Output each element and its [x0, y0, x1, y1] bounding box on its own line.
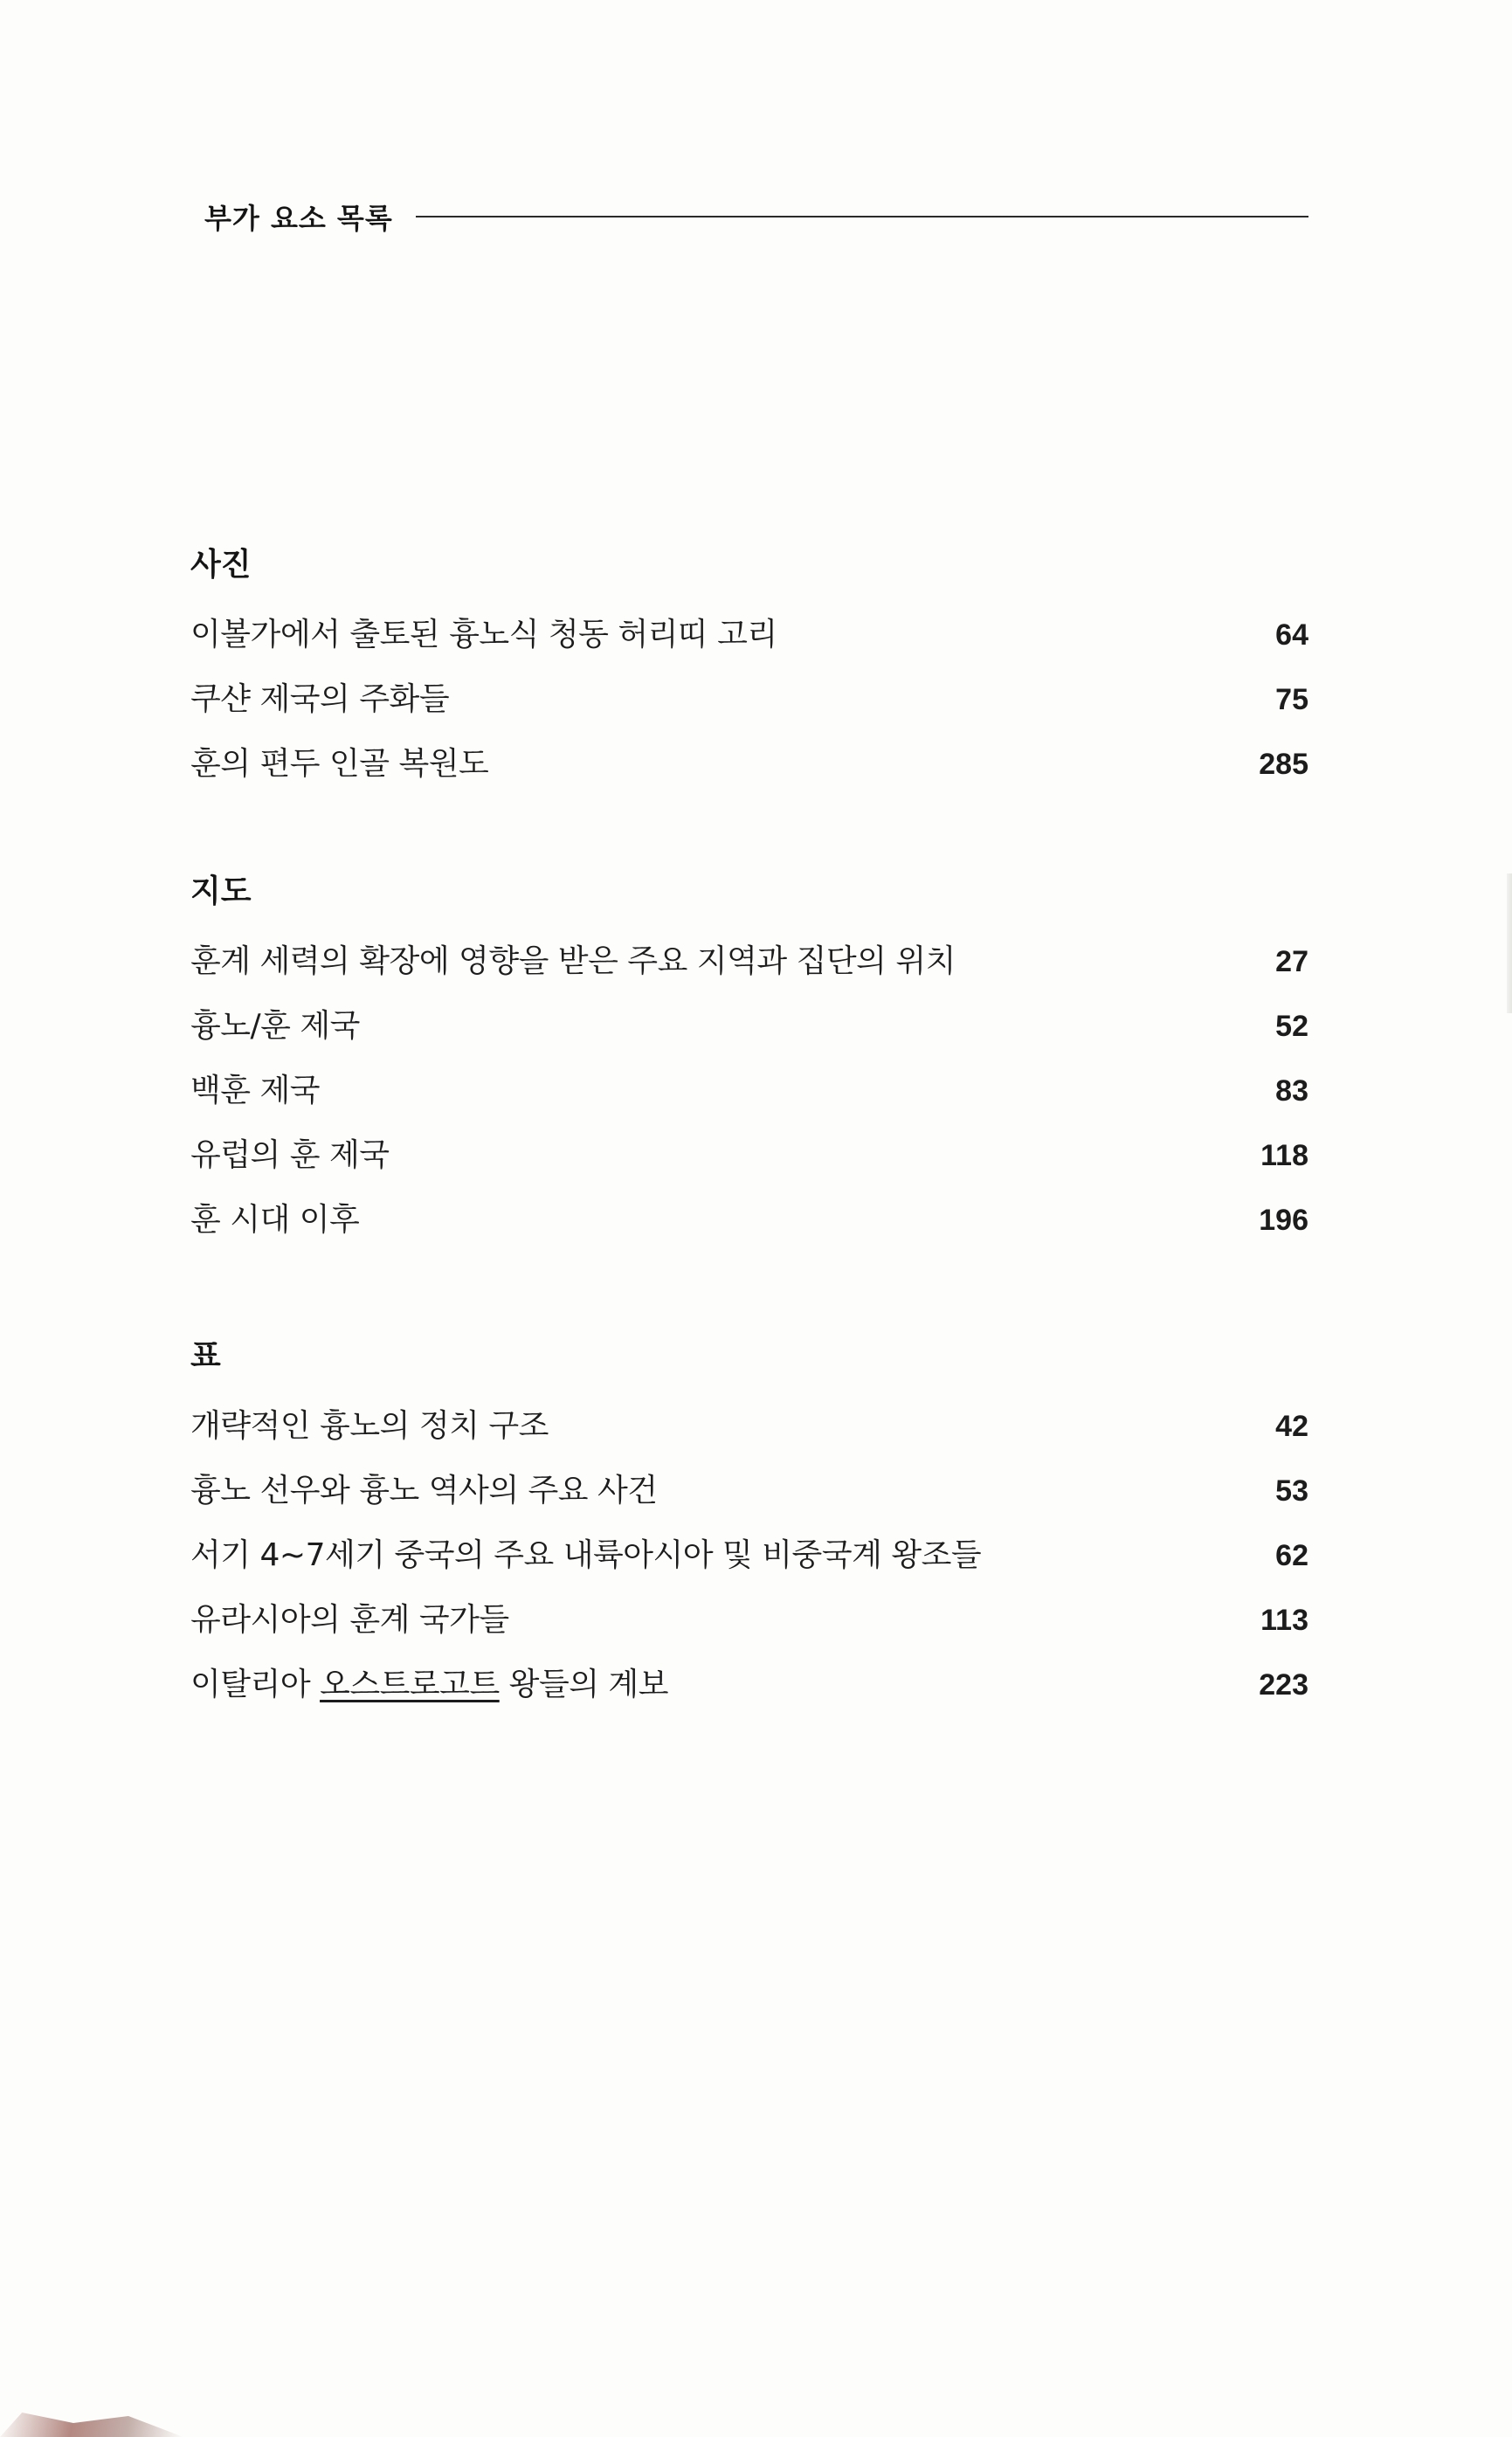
entry-page-number: 27 — [1275, 945, 1308, 978]
entry-title: 백훈 제국 — [190, 1073, 321, 1108]
entry-title-underlined: 오스트로고트 — [320, 1667, 500, 1702]
entry-page-number: 53 — [1275, 1474, 1308, 1508]
entry-title: 이볼가에서 출토된 흉노식 청동 허리띠 고리 — [190, 617, 777, 652]
list-item — [190, 929, 1308, 994]
entry-page-number: 118 — [1260, 1139, 1308, 1172]
list-item — [190, 1459, 1308, 1523]
section-maps — [190, 870, 1308, 1253]
list-item — [190, 1188, 1308, 1253]
list-item — [190, 1588, 1308, 1653]
list-item — [190, 667, 1308, 732]
entry-title: 훈계 세력의 확장에 영향을 받은 주요 지역과 집단의 위치 — [190, 943, 956, 979]
entry-page-number: 223 — [1259, 1668, 1308, 1702]
entry-title: 유라시아의 훈계 국가들 — [190, 1602, 509, 1638]
entry-title: 훈 시대 이후 — [190, 1202, 360, 1238]
list-item — [190, 1394, 1308, 1459]
section-title: 표 — [190, 1338, 221, 1374]
entry-title — [190, 1653, 668, 1717]
section-title: 지도 — [190, 873, 252, 909]
list-item — [190, 1123, 1308, 1188]
list-item — [190, 1059, 1308, 1123]
section-photos — [190, 543, 1308, 797]
list-item — [190, 732, 1308, 797]
list-item — [190, 994, 1308, 1059]
entry-title: 흉노/훈 제국 — [190, 1008, 360, 1044]
entry-title: 개략적인 흉노의 정치 구조 — [190, 1408, 549, 1444]
list-item — [190, 1523, 1308, 1588]
page-title: 부가 요소 목록 — [204, 202, 393, 235]
entry-title-prefix: 이탈리아 — [190, 1667, 321, 1702]
entry-title-suffix: 왕들의 계보 — [499, 1667, 668, 1702]
entry-page-number: 83 — [1275, 1074, 1308, 1108]
entry-title: 쿠샨 제국의 주화들 — [190, 681, 450, 717]
entry-page-number: 113 — [1260, 1604, 1308, 1637]
entry-title: 서기 4~7세기 중국의 주요 내륙아시아 및 비중국계 왕조들 — [190, 1537, 982, 1573]
page-header — [204, 196, 1308, 238]
corner-stain — [0, 2402, 183, 2437]
entry-page-number: 62 — [1275, 1539, 1308, 1572]
entry-page-number: 64 — [1275, 618, 1308, 652]
header-rule — [416, 216, 1308, 217]
list-item — [190, 603, 1308, 667]
entry-title: 유럽의 훈 제국 — [190, 1137, 390, 1173]
section-tables — [190, 1335, 1308, 1717]
entry-title: 흉노 선우와 흉노 역사의 주요 사건 — [190, 1473, 658, 1508]
page-edge-shadow — [1507, 873, 1512, 1013]
entry-page-number: 52 — [1275, 1010, 1308, 1043]
entry-page-number: 196 — [1259, 1204, 1308, 1237]
entry-page-number: 285 — [1259, 748, 1308, 781]
entry-page-number: 42 — [1275, 1410, 1308, 1443]
section-title: 사진 — [190, 547, 252, 583]
entry-title: 훈의 편두 인골 복원도 — [190, 746, 489, 782]
entry-page-number: 75 — [1275, 683, 1308, 716]
list-item — [190, 1653, 1308, 1717]
